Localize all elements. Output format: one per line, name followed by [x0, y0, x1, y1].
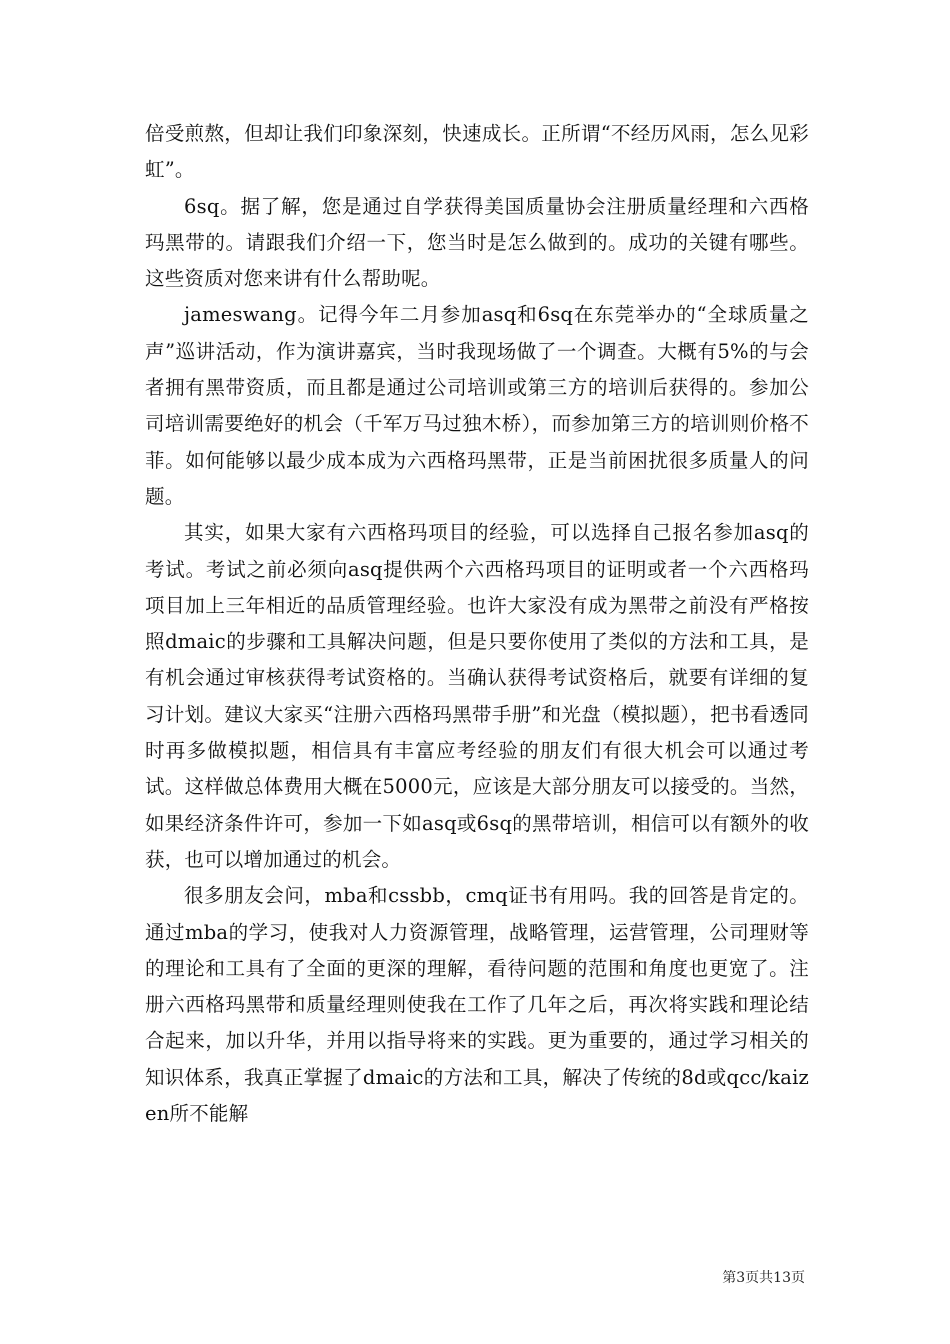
document-body — [145, 116, 809, 1132]
paragraph-5: 很多朋友会问，mba和cssbb，cmq证书有用吗。我的回答是肯定的。通过mba的学习，使我对人力资源管理，战略管理，运营管理，公司理财等的理论和工具有了全面的更深的理解，看待问题的范围和角度也更宽了。注册六西格玛黑带和质量经理则使我在工作了几年之后，再次将实践和理论结合起来，加以升华，并用以指导将来的实践。更为重要的，通过学习相关的知识体系，我真正掌握了dmaic的方法和工具，解决了传统的8d或qcc/kaizen所不能解 — [145, 884, 809, 1126]
page-number-footer: 第3页共13页 — [722, 1270, 805, 1286]
paragraph-4: 其实，如果大家有六西格玛项目的经验，可以选择自己报名参加asq的考试。考试之前必须向asq提供两个六西格玛项目的证明或者一个六西格玛项目加上三年相近的品质管理经验。也许大家没有成为黑带之前没有严格按照dmaic的步骤和工具解决问题，但是只要你使用了类似的方法和工具，是有机会通过审核获得考试资格的。当确认获得考试资格后，就要有详细的复习计划。建议大家买“注册六西格玛黑带手册”和光盘（模拟题），把书看透同时再多做模拟题，相信具有丰富应考经验的朋友们有很大机会可以通过考试。这样做总体费用大概在5000元，应该是大部分朋友可以接受的。当然，如果经济条件许可，参加一下如asq或6sq的黑带培训，相信可以有额外的收获，也可以增加通过的机会。 — [145, 521, 809, 871]
paragraph-3: jameswang。记得今年二月参加asq和6sq在东莞举办的“全球质量之声”巡讲活动，作为演讲嘉宾，当时我现场做了一个调查。大概有5%的与会者拥有黑带资质，而且都是通过公司培训或第三方的培训后获得的。参加公司培训需要绝好的机会（千军万马过独木桥），而参加第三方的培训则价格不菲。如何能够以最少成本成为六西格玛黑带，正是当前困扰很多质量人的问题。 — [145, 303, 809, 508]
paragraph-1: 倍受煎熬，但却让我们印象深刻，快速成长。正所谓“不经历风雨，怎么见彩虹”。 — [145, 122, 809, 182]
paragraph-2: 6sq。据了解，您是通过自学获得美国质量协会注册质量经理和六西格玛黑带的。请跟我们介绍一下，您当时是怎么做到的。成功的关键有哪些。这些资质对您来讲有什么帮助呢。 — [145, 194, 809, 291]
